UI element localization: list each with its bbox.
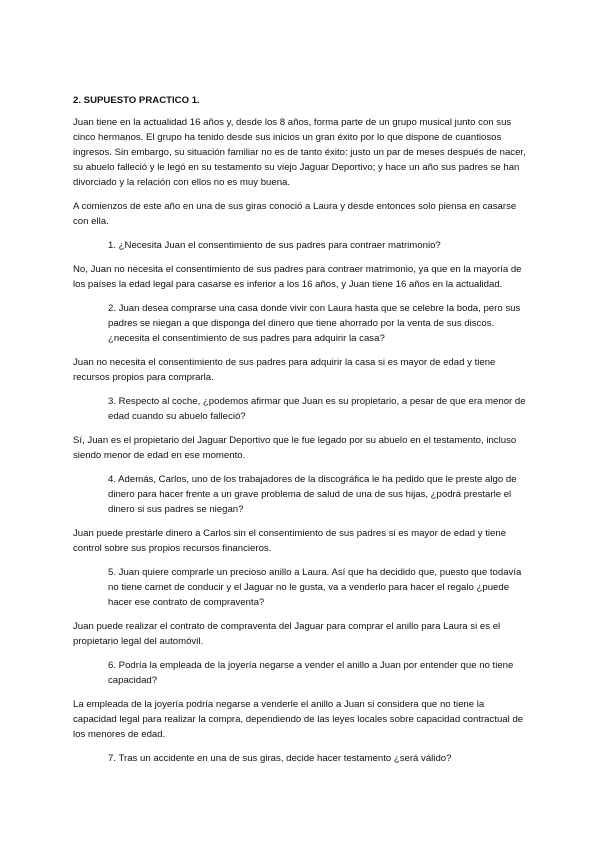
document-title: 2. SUPUESTO PRACTICO 1.	[73, 95, 200, 106]
question-6: 6. Podría la empleada de la joyería negarse a vender el anillo a Juan por entender que no tiene capacidad?	[108, 660, 514, 686]
question-3: 3. Respecto al coche, ¿podemos afirmar que Juan es su propietario, a pesar de que era menor de edad cuando su abuelo falleció?	[108, 396, 526, 422]
answer-5: Juan puede realizar el contrato de compraventa del Jaguar para comprar el anillo para Laura si es el propietario legal del automóvil.	[73, 621, 501, 647]
question-1: 1. ¿Necesita Juan el consentimiento de sus padres para contraer matrimonio?	[108, 240, 441, 251]
answer-4: Juan puede prestarle dinero a Carlos sin el consentimiento de sus padres si es mayor de edad y tiene control sobre sus propios recursos financieros.	[73, 528, 507, 554]
intro-paragraph: Juan tiene en la actualidad 16 años y, desde los 8 años, forma parte de un grupo musical junto con sus cinco hermanos. El grupo ha tenido desde sus inicios un gran éxito por lo que dispone de cuantiosos ingresos. Sin embargo, su situación familiar no es de tanto éxito: justo un par de meses después de nacer, su abuelo falleció y le legó en su testamento su viejo Jaguar Deportivo; y hace un año sus padres se han divorciado y la relación con ellos no es muy buena.	[73, 117, 526, 188]
answer-3: Sí, Juan es el propietario del Jaguar Deportivo que le fue legado por su abuelo en el testamento, incluso siendo menor de edad en ese momento.	[73, 435, 517, 461]
answer-1: No, Juan no necesita el consentimiento de sus padres para contraer matrimonio, ya que en la mayoría de los países la edad legal para casarse es inferior a los 16 años, y Juan tiene 16 años en la actualidad.	[73, 264, 522, 290]
answer-2: Juan no necesita el consentimiento de sus padres para adquirir la casa si es mayor de edad y tiene recursos propios para comprarla.	[73, 357, 496, 383]
question-4: 4. Además, Carlos, uno de los trabajadores de la discográfica le ha pedido que le preste algo de dinero para hacer frente a un grave problema de salud de una de sus hijas, ¿podrá prestarle el dinero si sus padres se niegan?	[108, 474, 517, 515]
question-7: 7. Tras un accidente en una de sus giras, decide hacer testamento ¿será válido?	[108, 753, 452, 764]
intro-paragraph: A comienzos de este año en una de sus giras conoció a Laura y desde entonces solo piensa en casarse con ella.	[73, 201, 517, 227]
question-2: 2. Juan desea comprarse una casa donde vivir con Laura hasta que se celebre la boda, pero sus padres se niegan a que disponga del dinero que tiene ahorrado por la venta de sus discos. ¿necesita el consentimiento de sus padres para adquirir la casa?	[108, 303, 521, 344]
answer-6: La empleada de la joyería podría negarse a venderle el anillo a Juan si considera que no tiene la capacidad legal para realizar la compra, dependiendo de las leyes locales sobre capacidad contractual de los menores de edad.	[73, 699, 524, 740]
question-5: 5. Juan quiere comprarle un precioso anillo a Laura. Así que ha decidido que, puesto que todavía no tiene carnet de conducir y el Jaguar no le gusta, va a venderlo para hacer el regalo ¿puede hacer ese contrato de compraventa?	[108, 567, 522, 608]
